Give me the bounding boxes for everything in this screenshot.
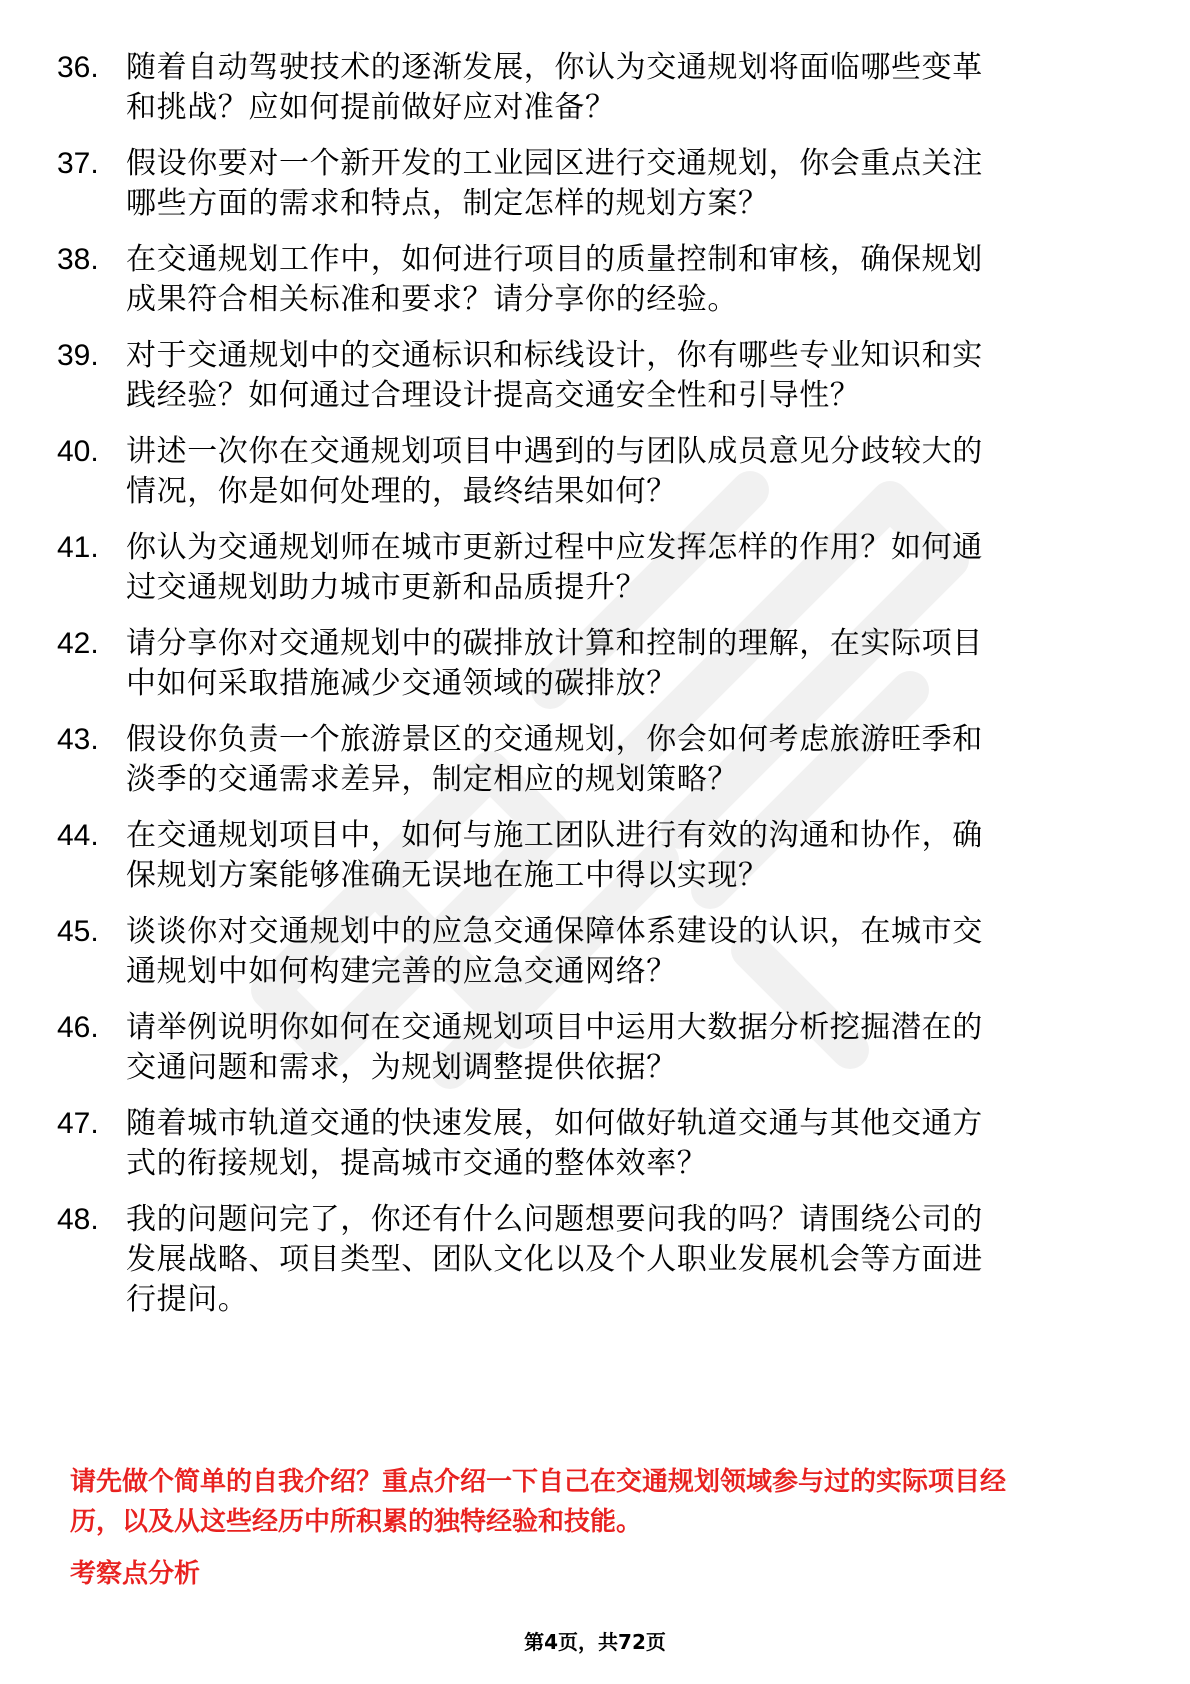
- question-number: 37.: [57, 147, 99, 180]
- question-text-line: 讲述一次你在交通规划项目中遇到的与团队成员意见分歧较大的: [126, 434, 983, 469]
- question-text-line: 保规划方案能够准确无误地在施工中得以实现？: [126, 858, 769, 893]
- question-number: 48.: [57, 1203, 99, 1236]
- question-number: 36.: [57, 51, 99, 84]
- question-text-line: 你认为交通规划师在城市更新过程中应发挥怎样的作用？如何通: [126, 530, 983, 565]
- question-text-line: 对于交通规划中的交通标识和标线设计，你有哪些专业知识和实: [126, 338, 983, 373]
- question-number: 43.: [57, 723, 99, 756]
- question-text-line: 哪些方面的需求和特点，制定怎样的规划方案？: [126, 186, 769, 221]
- question-text-line: 谈谈你对交通规划中的应急交通保障体系建设的认识，在城市交: [126, 914, 983, 949]
- question-text-line: 和挑战？应如何提前做好应对准备？: [126, 90, 616, 125]
- question-number: 38.: [57, 243, 99, 276]
- question-text-line: 行提问。: [126, 1282, 249, 1317]
- question-text-line: 情况，你是如何处理的，最终结果如何？: [126, 474, 677, 509]
- question-number: 41.: [57, 531, 99, 564]
- question-number: 40.: [57, 435, 99, 468]
- question-text-line: 随着自动驾驶技术的逐渐发展，你认为交通规划将面临哪些变革: [126, 50, 983, 85]
- question-text-line: 过交通规划助力城市更新和品质提升？: [126, 570, 647, 605]
- page-number: 第4页，共72页: [524, 1630, 666, 1654]
- question-text-line: 请举例说明你如何在交通规划项目中运用大数据分析挖掘潜在的: [126, 1010, 983, 1045]
- question-number: 47.: [57, 1107, 99, 1140]
- question-text-line: 发展战略、项目类型、团队文化以及个人职业发展机会等方面进: [126, 1242, 983, 1277]
- featured-question-line: 请先做个简单的自我介绍？重点介绍一下自己在交通规划领域参与过的实际项目经: [70, 1467, 1007, 1497]
- question-text-line: 交通问题和需求，为规划调整提供依据？: [126, 1050, 677, 1085]
- question-text-line: 淡季的交通需求差异，制定相应的规划策略？: [126, 762, 738, 797]
- question-number: 39.: [57, 339, 99, 372]
- question-text-line: 式的衔接规划，提高城市交通的整体效率？: [126, 1146, 708, 1181]
- question-text-line: 在交通规划工作中，如何进行项目的质量控制和审核，确保规划: [126, 242, 983, 277]
- question-text-line: 成果符合相关标准和要求？请分享你的经验。: [126, 282, 738, 317]
- question-number: 42.: [57, 627, 99, 660]
- question-text-line: 在交通规划项目中，如何与施工团队进行有效的沟通和协作，确: [126, 818, 983, 853]
- question-text-line: 假设你要对一个新开发的工业园区进行交通规划，你会重点关注: [126, 146, 983, 181]
- question-text-line: 通规划中如何构建完善的应急交通网络？: [126, 954, 677, 989]
- question-number: 44.: [57, 819, 99, 852]
- featured-question: [70, 1462, 1006, 1542]
- question-text-line: 中如何采取措施减少交通领域的碳排放？: [126, 666, 677, 701]
- question-text-line: 践经验？如何通过合理设计提高交通安全性和引导性？: [126, 378, 861, 413]
- question-number: 46.: [57, 1011, 99, 1044]
- question-text-line: 请分享你对交通规划中的碳排放计算和控制的理解，在实际项目: [126, 626, 983, 661]
- section-heading: 考察点分析: [70, 1559, 201, 1589]
- featured-question-line: 历，以及从这些经历中所积累的独特经验和技能。: [70, 1507, 643, 1537]
- question-text-line: 我的问题问完了，你还有什么问题想要问我的吗？请围绕公司的: [126, 1202, 983, 1237]
- question-number: 45.: [57, 915, 99, 948]
- question-text-line: 随着城市轨道交通的快速发展，如何做好轨道交通与其他交通方: [126, 1106, 983, 1141]
- question-text-line: 假设你负责一个旅游景区的交通规划，你会如何考虑旅游旺季和: [126, 722, 983, 757]
